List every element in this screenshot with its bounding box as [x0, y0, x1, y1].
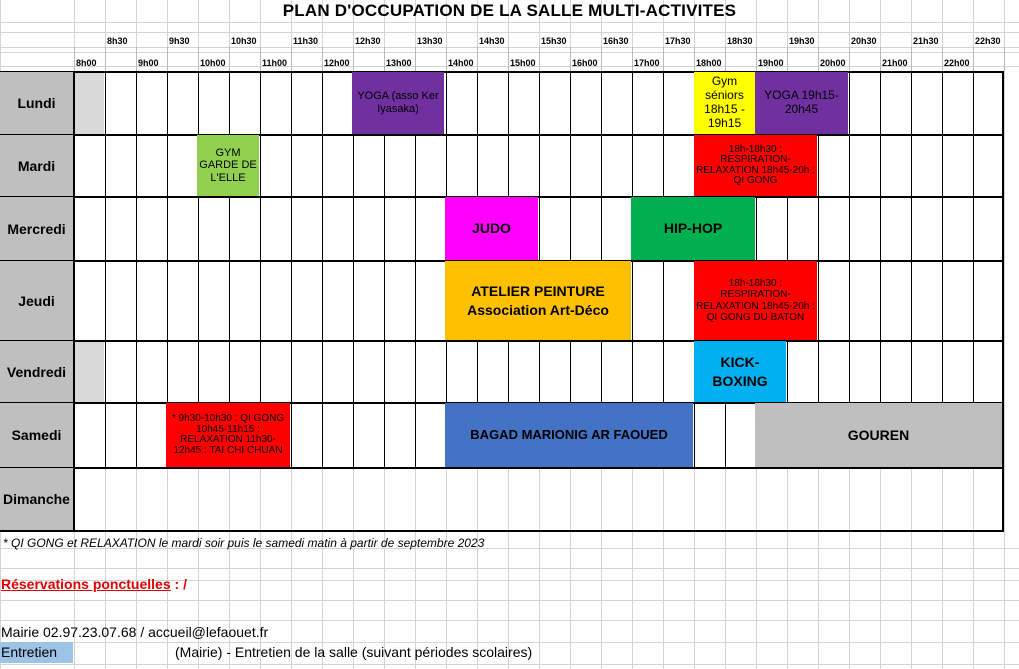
- event-samedi-gouren: GOUREN: [755, 403, 1002, 467]
- grid-line: [694, 47, 695, 71]
- grid-line: [446, 340, 447, 402]
- hour-tick: 21h00: [882, 58, 908, 68]
- grid-line: [911, 71, 912, 134]
- grid-line: [849, 260, 850, 340]
- grid-line: [539, 71, 540, 134]
- grid-line: [260, 260, 261, 340]
- grid-line: [632, 134, 633, 196]
- grid-line: [415, 260, 416, 340]
- grid-line: [167, 134, 168, 196]
- day-lundi: Lundi: [0, 72, 73, 134]
- grid-line: [291, 71, 292, 134]
- grid-line: [477, 47, 478, 71]
- grid-line: [663, 47, 664, 71]
- grid-line: [973, 340, 974, 402]
- half-hour-tick: 14h30: [479, 36, 505, 46]
- grid-line: [942, 260, 943, 340]
- grid-line: [0, 340, 1004, 342]
- grid-line: [849, 134, 850, 196]
- grid-line: [973, 47, 974, 71]
- reservations-label: Réservations ponctuelles: [1, 576, 171, 592]
- grid-line: [105, 134, 106, 196]
- grid-line: [353, 402, 354, 467]
- grid-line: [539, 196, 540, 260]
- half-hour-tick: 11h30: [293, 36, 319, 46]
- grid-line: [198, 340, 199, 402]
- grid-line: [0, 467, 1004, 469]
- event-mardi-qigong: 18h-18h30 : RESPIRATION-RELAXATION 18h45-20h : QI GONG: [694, 135, 817, 196]
- event-jeudi-qigong: 18h-18h30 : RESPIRATION-RELAXATION 18h45-20h : QI GONG DU BATON: [694, 261, 817, 340]
- contact-info: Mairie 02.97.23.07.68 / accueil@lefaouet.fr: [1, 624, 269, 640]
- grid-line: [0, 134, 1004, 136]
- grid-line: [911, 260, 912, 340]
- grid-line: [601, 196, 602, 260]
- grid-line: [632, 340, 633, 402]
- grid-line: [136, 134, 137, 196]
- grid-line: [415, 196, 416, 260]
- grid-line: [105, 260, 106, 340]
- day-samedi: Samedi: [0, 403, 73, 467]
- grid-line: [229, 71, 230, 134]
- half-hour-tick: 12h30: [355, 36, 381, 46]
- grid-line: [880, 134, 881, 196]
- grid-line: [384, 196, 385, 260]
- grid-line: [167, 47, 168, 71]
- hour-tick: 20h00: [820, 58, 846, 68]
- entretien-text: (Mairie) - Entretien de la salle (suivant périodes scolaires): [175, 644, 533, 660]
- grid-line: [601, 340, 602, 402]
- grid-line: [632, 260, 633, 340]
- grid-line: [1004, 47, 1005, 71]
- event-jeudi-peinture: ATELIER PEINTURE Association Art-Déco: [445, 261, 631, 340]
- event-lundi-yoga-soir: YOGA 19h15-20h45: [755, 72, 848, 134]
- grid-line: [322, 196, 323, 260]
- grid-line: [260, 47, 261, 71]
- grid-line: [1002, 71, 1004, 532]
- grid-line: [105, 71, 106, 134]
- grid-line: [880, 47, 881, 71]
- half-hour-tick: 13h30: [417, 36, 443, 46]
- grid-line: [322, 71, 323, 134]
- grid-line: [229, 340, 230, 402]
- grid-line: [508, 134, 509, 196]
- hour-tick: 13h00: [386, 58, 412, 68]
- empty-cell: [75, 342, 104, 402]
- grid-line: [818, 196, 819, 260]
- grid-line: [446, 134, 447, 196]
- empty-cell: [75, 73, 104, 134]
- grid-line: [880, 196, 881, 260]
- grid-line: [694, 402, 695, 467]
- entretien-label: Entretien: [0, 642, 73, 663]
- reservations: [1, 576, 187, 592]
- event-mercredi-judo: JUDO: [445, 197, 538, 260]
- grid-line: [911, 47, 912, 71]
- hour-tick: 22h00: [944, 58, 970, 68]
- event-lundi-yoga-ker: YOGA (asso Ker Iyasaka): [352, 72, 444, 134]
- grid-line: [322, 402, 323, 467]
- event-lundi-gym-seniors: Gym séniors 18h15 - 19h15: [694, 72, 755, 134]
- half-hour-tick: 20h30: [851, 36, 877, 46]
- grid-line: [167, 260, 168, 340]
- half-hour-tick: 21h30: [913, 36, 939, 46]
- grid-line: [353, 196, 354, 260]
- grid-line: [756, 47, 757, 71]
- grid-line: [849, 71, 850, 134]
- grid-line: [384, 340, 385, 402]
- grid-line: [198, 47, 199, 71]
- grid-line: [0, 530, 1004, 532]
- hour-tick: 19h00: [758, 58, 784, 68]
- grid-line: [539, 134, 540, 196]
- grid-line: [508, 71, 509, 134]
- grid-line: [911, 134, 912, 196]
- grid-line: [229, 47, 230, 71]
- grid-line: [167, 196, 168, 260]
- footnote: * QI GONG et RELAXATION le mardi soir puis le samedi matin à partir de septembre 2023: [3, 536, 485, 550]
- grid-line: [911, 340, 912, 402]
- grid-line: [446, 71, 447, 134]
- grid-line: [353, 260, 354, 340]
- grid-line: [663, 134, 664, 196]
- grid-line: [880, 71, 881, 134]
- grid-line: [198, 196, 199, 260]
- grid-line: [322, 47, 323, 71]
- grid-line: [105, 196, 106, 260]
- hour-tick: 12h00: [324, 58, 350, 68]
- grid-line: [539, 47, 540, 71]
- day-mardi: Mardi: [0, 135, 73, 196]
- grid-line: [942, 71, 943, 134]
- grid-line: [942, 47, 943, 71]
- grid-line: [353, 47, 354, 71]
- grid-line: [911, 196, 912, 260]
- grid-line: [446, 47, 447, 71]
- half-hour-tick: 10h30: [231, 36, 257, 46]
- grid-line: [322, 340, 323, 402]
- grid-line: [229, 196, 230, 260]
- grid-line: [725, 47, 726, 71]
- grid-line: [880, 260, 881, 340]
- grid-line: [477, 340, 478, 402]
- hour-tick: 9h00: [138, 58, 159, 68]
- grid-line: [539, 340, 540, 402]
- day-dimanche: Dimanche: [0, 468, 73, 530]
- grid-line: [167, 71, 168, 134]
- grid-line: [415, 47, 416, 71]
- hour-tick: 10h00: [200, 58, 226, 68]
- event-mardi-gym: GYM GARDE DE L'ELLE: [197, 135, 259, 196]
- grid-line: [570, 196, 571, 260]
- grid-line: [353, 134, 354, 196]
- grid-line: [136, 196, 137, 260]
- event-samedi-bagad: BAGAD MARIONIG AR FAOUED: [445, 403, 693, 467]
- grid-line: [849, 196, 850, 260]
- grid-line: [291, 260, 292, 340]
- grid-line: [632, 71, 633, 134]
- day-mercredi: Mercredi: [0, 197, 73, 260]
- half-hour-tick: 9h30: [169, 36, 190, 46]
- grid-line: [322, 260, 323, 340]
- grid-line: [570, 47, 571, 71]
- grid-line: [136, 71, 137, 134]
- grid-line: [818, 47, 819, 71]
- half-hour-tick: 22h30: [975, 36, 1001, 46]
- grid-line: [73, 71, 75, 532]
- grid-line: [105, 47, 106, 71]
- grid-line: [601, 47, 602, 71]
- grid-line: [291, 340, 292, 402]
- hour-tick: 18h00: [696, 58, 722, 68]
- grid-line: [415, 402, 416, 467]
- grid-line: [601, 134, 602, 196]
- grid-line: [353, 340, 354, 402]
- grid-line: [136, 47, 137, 71]
- grid-line: [570, 340, 571, 402]
- grid-line: [973, 260, 974, 340]
- grid-line: [942, 196, 943, 260]
- grid-line: [570, 71, 571, 134]
- grid-line: [756, 196, 757, 260]
- grid-line: [725, 402, 726, 467]
- hour-tick: 16h00: [572, 58, 598, 68]
- half-hour-tick: 15h30: [541, 36, 567, 46]
- grid-line: [787, 196, 788, 260]
- hour-tick: 11h00: [262, 58, 288, 68]
- half-hour-tick: 16h30: [603, 36, 629, 46]
- hour-tick: 17h00: [634, 58, 660, 68]
- grid-line: [818, 260, 819, 340]
- reservations-value: : /: [170, 576, 187, 592]
- day-jeudi: Jeudi: [0, 261, 73, 340]
- grid-line: [260, 340, 261, 402]
- half-hour-tick: 17h30: [665, 36, 691, 46]
- grid-line: [136, 402, 137, 467]
- grid-line: [384, 402, 385, 467]
- grid-line: [663, 71, 664, 134]
- grid-line: [322, 134, 323, 196]
- day-vendredi: Vendredi: [0, 341, 73, 402]
- grid-line: [880, 340, 881, 402]
- grid-line: [291, 196, 292, 260]
- grid-line: [384, 47, 385, 71]
- grid-line: [477, 71, 478, 134]
- hour-tick: 15h00: [510, 58, 536, 68]
- half-hour-tick: 8h30: [107, 36, 128, 46]
- grid-line: [508, 340, 509, 402]
- grid-line: [198, 71, 199, 134]
- grid-line: [477, 134, 478, 196]
- grid-line: [291, 402, 292, 467]
- grid-line: [260, 134, 261, 196]
- grid-line: [663, 260, 664, 340]
- grid-line: [105, 402, 106, 467]
- hour-tick: 14h00: [448, 58, 474, 68]
- grid-line: [74, 47, 75, 71]
- grid-line: [973, 71, 974, 134]
- grid-line: [601, 71, 602, 134]
- grid-line: [973, 196, 974, 260]
- event-mercredi-hiphop: HIP-HOP: [631, 197, 755, 260]
- grid-line: [136, 340, 137, 402]
- grid-line: [942, 340, 943, 402]
- grid-line: [663, 340, 664, 402]
- grid-line: [818, 134, 819, 196]
- grid-line: [167, 340, 168, 402]
- grid-line: [384, 134, 385, 196]
- grid-line: [973, 134, 974, 196]
- grid-line: [229, 260, 230, 340]
- grid-line: [260, 196, 261, 260]
- grid-line: [787, 47, 788, 71]
- grid-line: [415, 134, 416, 196]
- grid-line: [849, 340, 850, 402]
- grid-line: [0, 71, 1004, 73]
- grid-line: [849, 47, 850, 71]
- grid-line: [942, 134, 943, 196]
- grid-line: [508, 47, 509, 71]
- grid-line: [818, 340, 819, 402]
- page-title: PLAN D'OCCUPATION DE LA SALLE MULTI-ACTIVITES: [282, 1, 737, 20]
- event-samedi-qigong: * 9h30-10h30 : QI GONG 10h45-11h15 : RELAXATION 11h30-12h45 : TAI CHI CHUAN: [166, 403, 290, 467]
- grid-line: [136, 260, 137, 340]
- half-hour-tick: 19h30: [789, 36, 815, 46]
- grid-line: [787, 340, 788, 402]
- event-vendredi-kickboxing: KICK-BOXING: [694, 341, 786, 402]
- grid-line: [291, 47, 292, 71]
- grid-line: [105, 340, 106, 402]
- grid-line: [291, 134, 292, 196]
- grid-line: [384, 260, 385, 340]
- grid-line: [260, 71, 261, 134]
- hour-tick: 8h00: [76, 58, 97, 68]
- grid-line: [198, 260, 199, 340]
- grid-line: [632, 47, 633, 71]
- grid-line: [570, 134, 571, 196]
- grid-line: [415, 340, 416, 402]
- half-hour-tick: 18h30: [727, 36, 753, 46]
